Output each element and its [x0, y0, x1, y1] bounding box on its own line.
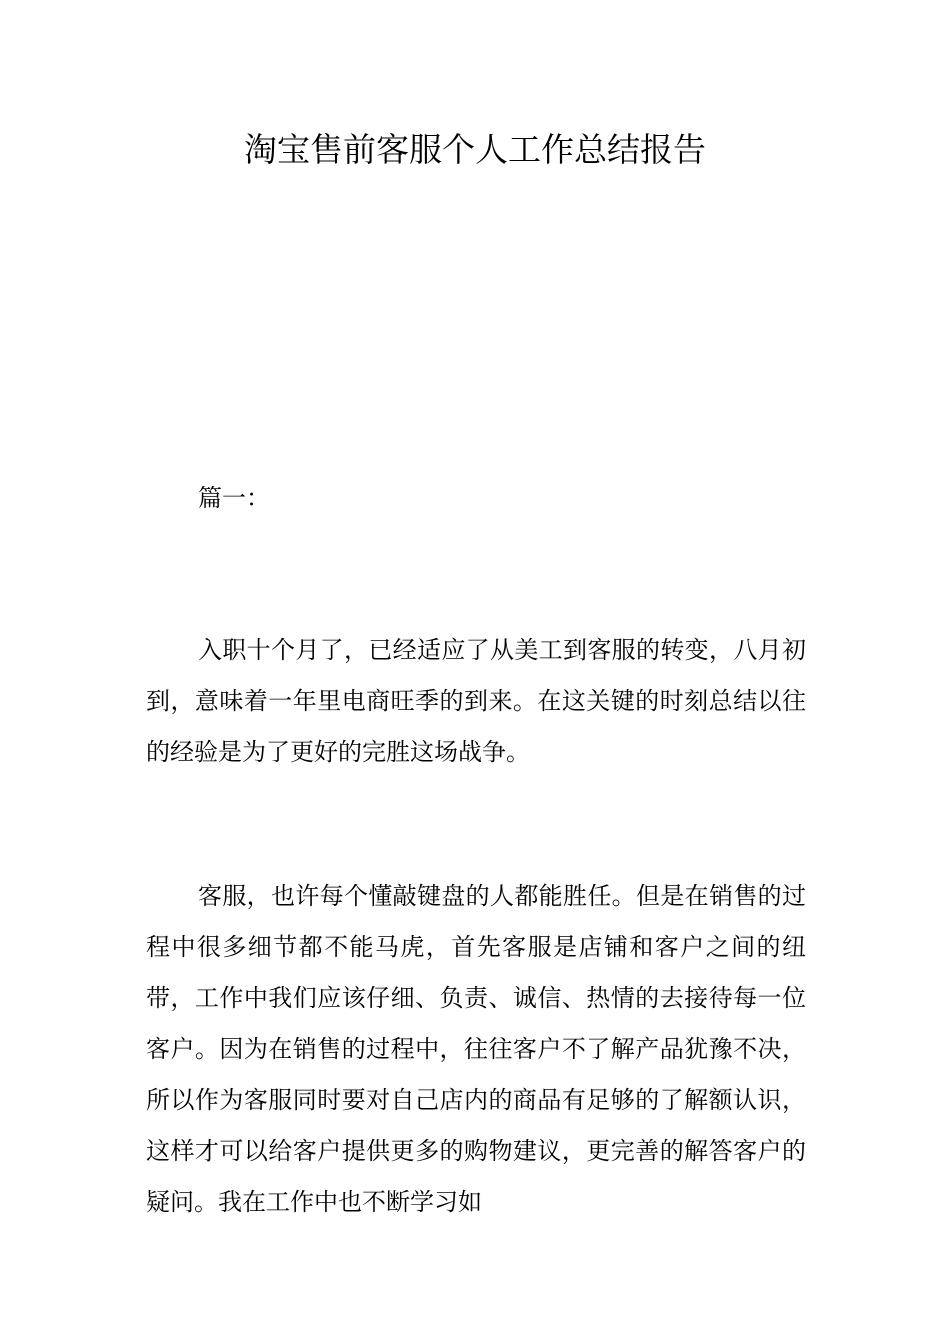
paragraph-2: 客服，也许每个懂敲键盘的人都能胜任。但是在销售的过程中很多细节都不能马虎，首先客服是店铺和客户之间的纽带，工作中我们应该仔细、负责、诚信、热情的去接待每一位客户。因为在销售的过程中，往往客户不了解产品犹豫不决，所以作为客服同时要对自己店内的商品有足够的了解额认识，这样才可以给客户提供更多的购物建议，更完善的解答客户的疑问。我在工作中也不断学习如 — [146, 882, 806, 1216]
document-title: 淘宝售前客服个人工作总结报告 — [244, 130, 706, 169]
section-label: 篇一： — [198, 484, 270, 512]
paragraph-1: 入职十个月了，已经适应了从美工到客服的转变，八月初到，意味着一年里电商旺季的到来。在这关键的时刻总结以往的经验是为了更好的完胜这场战争。 — [146, 636, 806, 766]
